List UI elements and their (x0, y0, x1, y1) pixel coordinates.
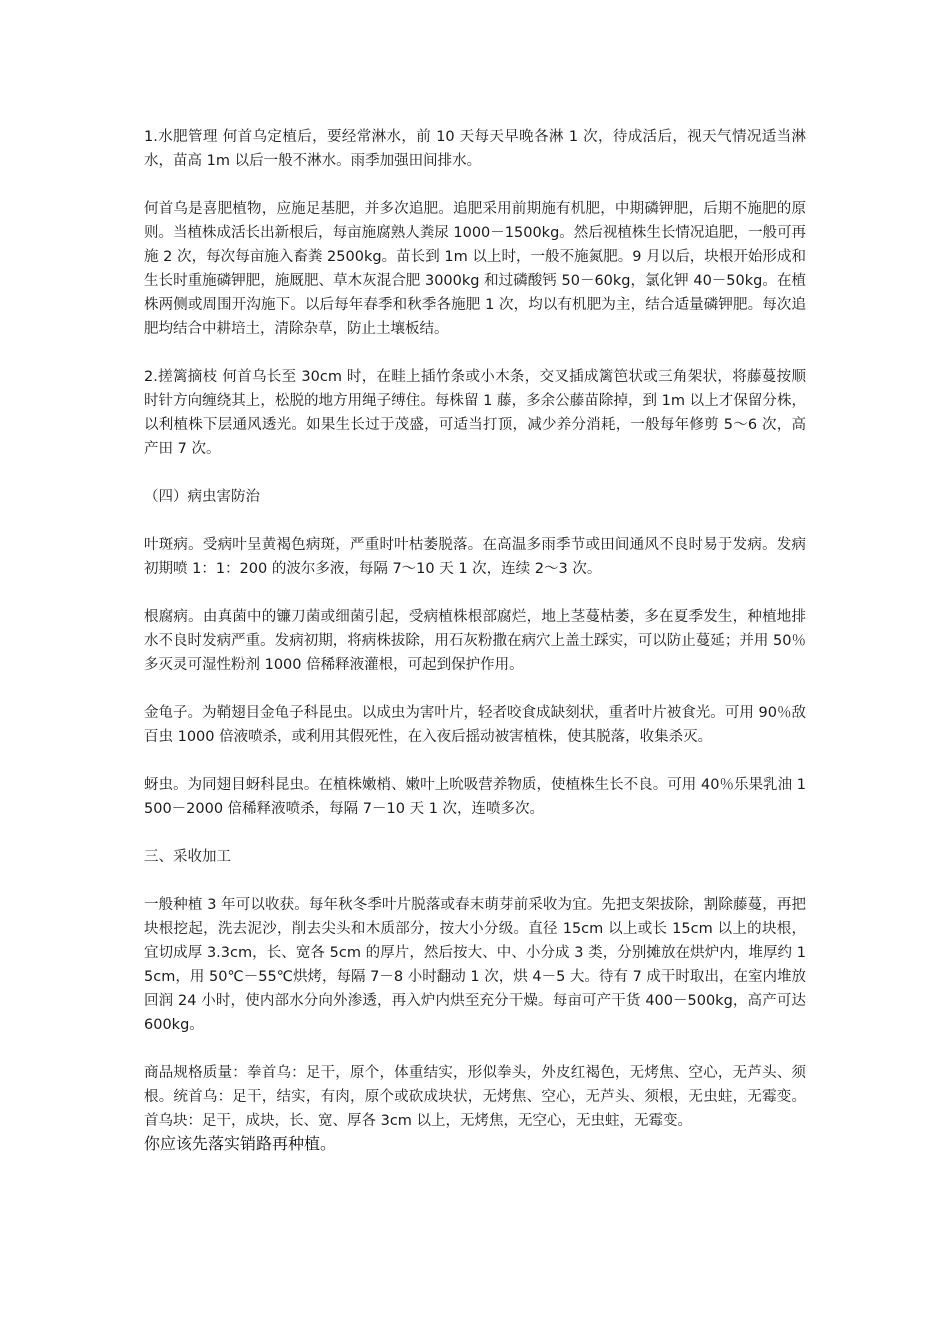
paragraph-fertilizing: 何首乌是喜肥植物，应施足基肥，并多次追肥。追肥采用前期施有机肥，中期磷钾肥，后期不施肥的原则。当植株成活长出新根后，每亩施腐熟人粪尿 1000－1500kg。然后视植株生长情况追肥，一般可再施 2 次，每次每亩施入畜粪 2500kg。苗长到 1m 以上时，一般不施氮肥。9 月以后，块根开始形成和生长时重施磷钾肥，施厩肥、草木灰混合肥 3000kg 和过磷酸钙 50－60kg，氯化钾 40－50kg。在植株两侧或周围开沟施下。以后每年春季和秋季各施肥 1 次，均以有机肥为主，结合适量磷钾肥。每次追肥均结合中耕培土，清除杂草，防止土壤板结。 (144, 201, 806, 337)
paragraph-root-rot: 根腐病。由真菌中的镰刀菌或细菌引起，受病植株根部腐烂，地上茎蔓枯萎，多在夏季发生，种植地排水不良时发病严重。发病初期，将病株拔除，用石灰粉撒在病穴上盖土踩实，可以防止蔓延；并用 50％多灭灵可湿性粉剂 1000 倍稀释液灌根，可起到保护作用。 (144, 609, 806, 673)
paragraph-water-fertilizer: 1.水肥管理 何首乌定植后，要经常淋水，前 10 天每天早晚各淋 1 次，待成活后，视天气情况适当淋水，苗高 1m 以后一般不淋水。雨季加强田间排水。 (144, 129, 806, 169)
closing-note: 你应该先落实销路再种植。 (144, 1134, 337, 1153)
section-heading-harvest: 三、采收加工 (144, 849, 231, 865)
paragraph-quality-spec: 商品规格质量：拳首乌：足干，原个，体重结实，形似拳头，外皮红褐色，无烤焦、空心，无芦头、须根。统首乌：足干，结实，有肉，原个或砍成块状，无烤焦、空心，无芦头、须根，无虫蛀，无霉变。首乌块：足干，成块，长、宽、厚各 3cm 以上，无烤焦，无空心，无虫蛀，无霉变。 (144, 1065, 806, 1129)
section-heading-pest-control: （四）病虫害防治 (144, 489, 260, 505)
paragraph-trellis-pruning: 2.搓篱摘枝 何首乌长至 30cm 时，在畦上插竹条或小木条，交叉插成篱笆状或三角架状，将藤蔓按顺时针方向缠绕其上，松脱的地方用绳子缚住。每株留 1 藤，多余公藤苗除掉，到 1m 以上才保留分株，以利植株下层通风透光。如果生长过于茂盛，可适当打顶，减少养分消耗，一般每年修剪 5～6 次，高产田 7 次。 (144, 369, 806, 457)
paragraph-aphid: 蚜虫。为同翅目蚜科昆虫。在植株嫩梢、嫩叶上吮吸营养物质，使植株生长不良。可用 40％乐果乳油 1500－2000 倍稀释液喷杀，每隔 7－10 天 1 次，连喷多次。 (144, 777, 806, 817)
document-page (144, 125, 806, 1155)
paragraph-harvest-processing: 一般种植 3 年可以收获。每年秋冬季叶片脱落或春末萌芽前采收为宜。先把支架拔除，割除藤蔓，再把块根挖起，洗去泥沙，削去尖头和木质部分，按大小分级。直径 15cm 以上或长 15cm 以上的块根，宜切成厚 3.3cm，长、宽各 5cm 的厚片，然后按大、中、小分成 3 类，分别摊放在烘炉内，堆厚约 15cm，用 50℃－55℃烘烤，每隔 7－8 小时翻动 1 次，烘 4－5 大。待有 7 成干时取出，在室内堆放回润 24 小时，使内部水分向外渗透，再入炉内烘至充分干燥。每亩可产干货 400－500kg，高产可达 600kg。 (144, 897, 806, 1033)
paragraph-leaf-spot: 叶斑病。受病叶呈黄褐色病斑，严重时叶枯萎脱落。在高温多雨季节或田间通风不良时易于发病。发病初期喷 1：1：200 的波尔多液，每隔 7～10 天 1 次，连续 2～3 次。 (144, 537, 806, 577)
paragraph-chafer: 金龟子。为鞘翅目金龟子科昆虫。以成虫为害叶片，轻者咬食成缺刻状，重者叶片被食光。可用 90％敌百虫 1000 倍液喷杀，或利用其假死性，在入夜后摇动被害植株，使其脱落，收集杀灭。 (144, 705, 806, 745)
